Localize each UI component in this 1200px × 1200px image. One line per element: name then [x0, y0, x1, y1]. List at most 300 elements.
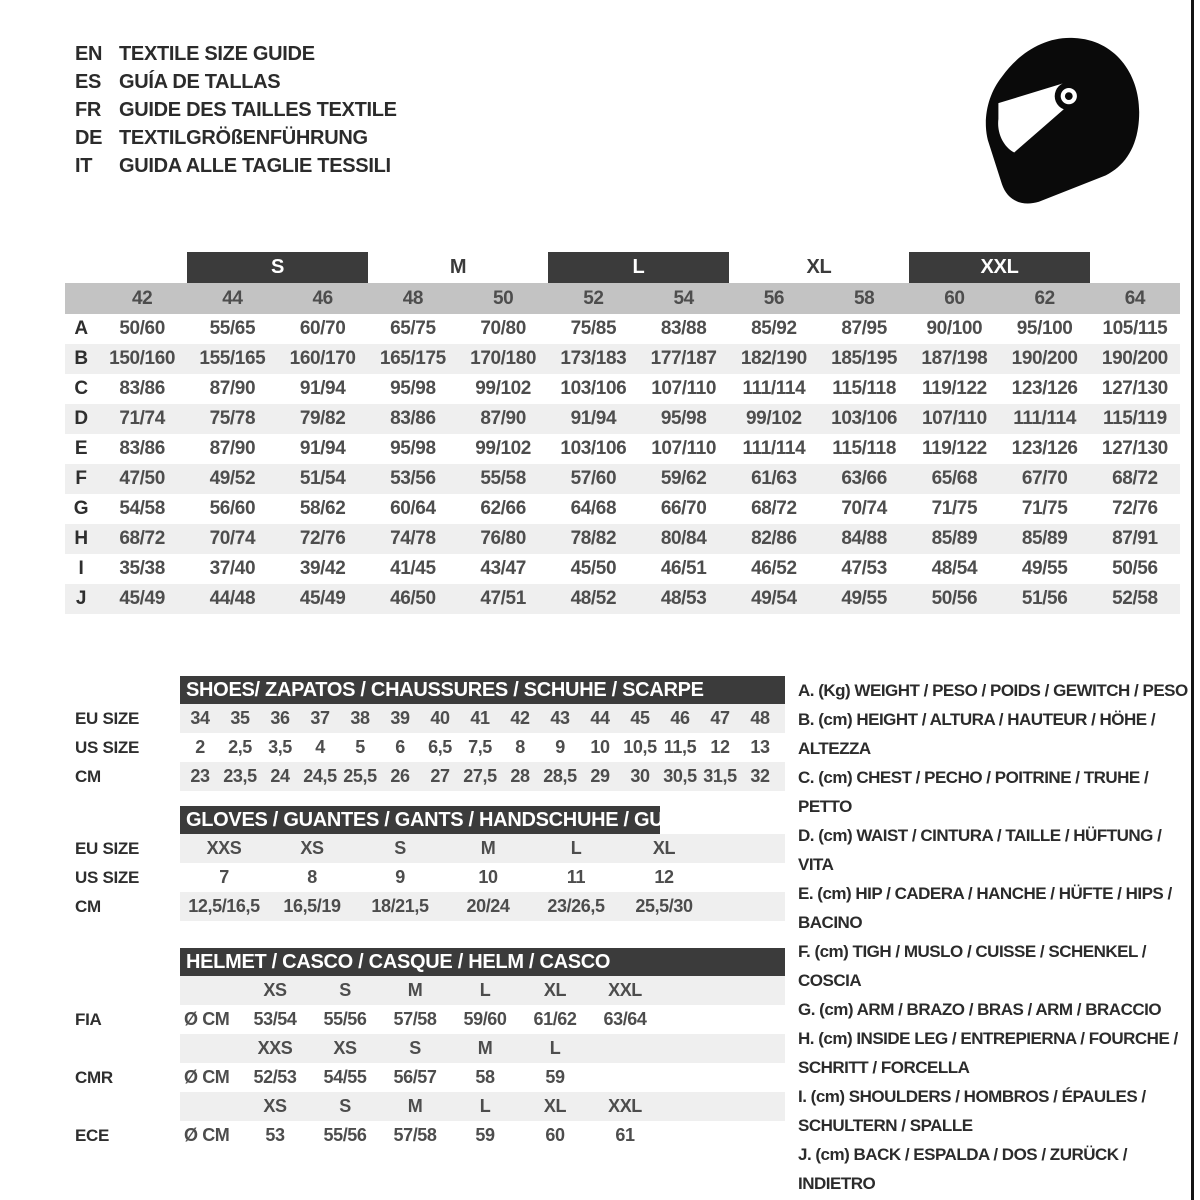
row-values: [180, 976, 660, 1005]
helmet-size: S: [339, 1096, 351, 1116]
size-value: 173/183: [560, 348, 627, 369]
helmet-size: L: [479, 1096, 491, 1116]
size-value: 119/122: [921, 438, 987, 459]
size-value: 72/76: [299, 528, 346, 549]
language-row: [75, 68, 397, 96]
row-values: [180, 1121, 660, 1150]
helmet-diameter: 59: [545, 1067, 565, 1087]
size-value: 12: [654, 867, 674, 887]
size-value: 6,5: [428, 737, 452, 757]
row-values: [180, 892, 708, 921]
helmet-size: [590, 1034, 660, 1063]
size-value: 66/70: [660, 498, 707, 519]
helmet-size: M: [477, 1038, 493, 1058]
legend-entry: G. (cm) ARM / BRAZO / BRAS / ARM / BRACCIO: [798, 1000, 1162, 1019]
size-value: 42: [510, 708, 530, 728]
language-code: IT: [75, 154, 93, 177]
size-value: 47/50: [119, 468, 165, 489]
size-value: 82/86: [751, 528, 797, 549]
measurement-row: [65, 494, 1180, 524]
size-value: 70/80: [480, 318, 526, 339]
size-value: 48/52: [570, 588, 617, 609]
numeric-size: 56: [763, 287, 785, 309]
size-value: 68/72: [119, 528, 165, 549]
size-value: 53/56: [390, 468, 436, 489]
size-value: 107/110: [651, 378, 717, 399]
size-value: 57/60: [570, 468, 617, 489]
shoes-row: [180, 704, 785, 733]
size-value: 71/74: [119, 408, 165, 429]
size-value: 51/54: [299, 468, 346, 489]
size-value: 30: [630, 766, 650, 786]
measurement-row: [65, 344, 1180, 374]
size-value: 99/102: [746, 408, 802, 429]
size-value: 87/90: [480, 408, 526, 429]
size-value: 25,5: [343, 766, 377, 786]
row-values: [180, 762, 780, 791]
size-value: 8: [307, 867, 317, 887]
size-value: 45/50: [570, 558, 617, 579]
helmet-size-header-row: [180, 1034, 785, 1063]
size-value: 24: [270, 766, 290, 786]
size-value: 70/74: [209, 528, 256, 549]
size-value: 123/126: [1011, 438, 1078, 459]
size-value: 90/100: [926, 318, 983, 339]
legend-entry: I. (cm) SHOULDERS / HOMBROS / ÉPAULES / SCHULTERN / SPALLE: [798, 1087, 1146, 1135]
size-value: 50/60: [119, 318, 165, 339]
size-value: 87/95: [841, 318, 887, 339]
size-value: 111/114: [742, 378, 806, 399]
size-value: 111/114: [1013, 408, 1076, 429]
size-value: 49/55: [1021, 558, 1068, 579]
helmet-size: M: [407, 980, 423, 1000]
size-value: 99/102: [475, 438, 531, 459]
size-value: 46/52: [751, 558, 797, 579]
helmet-diameter: 55/56: [323, 1009, 367, 1029]
size-value: 49/54: [751, 588, 797, 609]
size-value: L: [570, 838, 582, 858]
size-value: 47/53: [841, 558, 887, 579]
guide-title: TEXTILE SIZE GUIDE: [119, 42, 315, 65]
helmet-fia-label: FIA: [75, 1009, 102, 1029]
size-value: 39: [390, 708, 410, 728]
size-value: 23,5: [223, 766, 257, 786]
size-value: 20/24: [466, 896, 510, 916]
size-value: 70/74: [841, 498, 887, 519]
size-value: 62/66: [480, 498, 526, 519]
size-value: 39/42: [299, 558, 346, 579]
size-value: 187/198: [921, 348, 988, 369]
size-value: 83/88: [660, 318, 707, 339]
size-value: 7,5: [468, 737, 492, 757]
shoes-row: [180, 733, 785, 762]
size-value: 6: [395, 737, 405, 757]
measurement-row: [65, 584, 1180, 614]
size-value: 127/130: [1101, 378, 1168, 399]
unit-spacer: [180, 1092, 240, 1121]
size-value: 3,5: [268, 737, 292, 757]
row-letter: H: [74, 528, 88, 549]
size-value: 54/58: [119, 498, 165, 519]
language-code: EN: [75, 42, 103, 65]
size-value: 13: [750, 737, 770, 757]
measurement-legend: [798, 676, 1200, 1198]
gloves-cm-label: CM: [75, 896, 101, 916]
numeric-size: 64: [1124, 287, 1146, 309]
numeric-size: 46: [312, 287, 333, 309]
size-value: 155/165: [199, 348, 266, 369]
size-value: M: [480, 838, 496, 858]
size-value: 160/170: [289, 348, 356, 369]
size-value: 68/72: [1112, 468, 1158, 489]
helmet-size: L: [549, 1038, 561, 1058]
size-value: 115/119: [1102, 408, 1167, 429]
size-value: 24,5: [303, 766, 337, 786]
size-value: 30,5: [663, 766, 697, 786]
size-value: 58/62: [299, 498, 346, 519]
size-value: 27,5: [463, 766, 497, 786]
size-value: 103/106: [831, 408, 898, 429]
helmet-size-header-row: [180, 1092, 785, 1121]
helmet-size: XXL: [608, 1096, 642, 1116]
size-value: 79/82: [299, 408, 346, 429]
measurement-row: [65, 314, 1180, 344]
size-value: 47/51: [480, 588, 526, 609]
measurement-row: [65, 524, 1180, 554]
legend-entry: H. (cm) INSIDE LEG / ENTREPIERNA / FOURCHE / SCHRITT / FORCELLA: [798, 1029, 1178, 1077]
size-value: 64/68: [570, 498, 617, 519]
size-value: 36: [270, 708, 290, 728]
helmet-diameter: 63/64: [603, 1009, 647, 1029]
size-group-m: M: [449, 256, 467, 278]
numeric-size: 42: [131, 287, 153, 309]
size-value: 80/84: [660, 528, 707, 549]
size-value: 107/110: [921, 408, 987, 429]
shoes-size-table: [180, 704, 785, 791]
size-value: 71/75: [931, 498, 978, 519]
row-values: [180, 863, 708, 892]
helmet-size-table: [180, 976, 785, 1150]
size-value: 84/88: [841, 528, 887, 549]
helmet-diameter: 61: [615, 1125, 635, 1145]
helmet-diameter: 59: [475, 1125, 495, 1145]
size-value: 74/78: [390, 528, 436, 549]
size-value: 41/45: [390, 558, 436, 579]
size-value: 190/200: [1011, 348, 1078, 369]
helmet-size: S: [409, 1038, 421, 1058]
helmet-value-row: [180, 1121, 785, 1150]
helmet-diameter: 57/58: [393, 1009, 437, 1029]
size-value: 7: [219, 867, 229, 887]
size-value: 40: [430, 708, 450, 728]
size-value: 67/70: [1021, 468, 1068, 489]
size-value: 63/66: [841, 468, 887, 489]
numeric-size: 48: [402, 287, 424, 309]
guide-title: TEXTILGRÖßENFÜHRUNG: [119, 126, 368, 149]
helmet-size: XL: [543, 1096, 567, 1116]
size-value: 10,5: [623, 737, 657, 757]
size-value: 26: [390, 766, 410, 786]
row-values: [180, 834, 708, 863]
size-value: 45/49: [299, 588, 346, 609]
legend-entry: D. (cm) WAIST / CINTURA / TAILLE / HÜFTUNG / VITA: [798, 826, 1162, 874]
size-value: 52/58: [1112, 588, 1158, 609]
helmet-size: XL: [543, 980, 567, 1000]
helmet-diameter: 56/57: [393, 1067, 437, 1087]
size-value: 48: [750, 708, 770, 728]
size-value: 95/98: [390, 378, 436, 399]
size-value: 43: [550, 708, 570, 728]
size-value: 150/160: [109, 348, 176, 369]
row-letter: J: [75, 588, 87, 609]
size-value: 111/114: [742, 438, 806, 459]
size-value: 32: [750, 766, 770, 786]
guide-title: GUÍA DE TALLAS: [119, 70, 281, 93]
size-value: 35: [230, 708, 250, 728]
legend-entry: B. (cm) HEIGHT / ALTURA / HAUTEUR / HÖHE / ALTEZZA: [798, 710, 1156, 758]
numeric-size: 44: [222, 287, 243, 309]
shoes-eu-size-label: EU SIZE: [75, 708, 140, 728]
size-value: 91/94: [299, 438, 346, 459]
size-value: S: [394, 838, 406, 858]
size-value: 87/90: [209, 378, 256, 399]
size-value: 4: [315, 737, 325, 757]
row-values: [180, 1063, 660, 1092]
numeric-size-row: [65, 283, 1180, 314]
helmet-diameter: 57/58: [393, 1125, 437, 1145]
row-letter: G: [73, 498, 89, 519]
helmet-size: M: [407, 1096, 423, 1116]
helmet-diameter: 53/54: [253, 1009, 297, 1029]
size-value: 76/80: [480, 528, 526, 549]
legend-entry: E. (cm) HIP / CADERA / HANCHE / HÜFTE / HIPS / BACINO: [798, 884, 1172, 932]
helmet-title-bar: HELMET / CASCO / CASQUE / HELM / CASCO: [180, 948, 785, 976]
size-value: 65/75: [390, 318, 436, 339]
size-value: 28: [510, 766, 530, 786]
measurement-row: [65, 374, 1180, 404]
gloves-eu-size-label: EU SIZE: [75, 838, 140, 858]
helmet-diameter: 58: [475, 1067, 495, 1087]
size-value: XXS: [206, 838, 242, 858]
gloves-title-bar: GLOVES / GUANTES / GANTS / HANDSCHUHE / GUANTI: [180, 806, 660, 834]
language-row: [75, 40, 397, 68]
language-row: [75, 152, 397, 180]
size-value: 60/70: [299, 318, 346, 339]
size-value: 23: [190, 766, 210, 786]
size-value: 23/26,5: [547, 896, 605, 916]
size-value: 46: [670, 708, 690, 728]
size-value: 71/75: [1021, 498, 1068, 519]
size-value: 28,5: [543, 766, 577, 786]
measurement-row: [65, 554, 1180, 584]
legend-entry: J. (cm) BACK / ESPALDA / DOS / ZURÜCK / INDIETRO: [798, 1145, 1128, 1193]
size-value: 56/60: [209, 498, 256, 519]
size-value: 46/50: [390, 588, 436, 609]
row-letter: B: [74, 348, 88, 369]
size-value: 47: [710, 708, 730, 728]
size-value: 45/49: [119, 588, 165, 609]
language-code: ES: [75, 70, 102, 93]
helmet-value-row: [180, 1063, 785, 1092]
helmet-diameter: [590, 1063, 660, 1092]
legend-entry: C. (cm) CHEST / PECHO / POITRINE / TRUHE / PETTO: [798, 768, 1149, 816]
size-value: 95/100: [1016, 318, 1073, 339]
size-value: 91/94: [570, 408, 617, 429]
helmet-value-row: [180, 1005, 785, 1034]
size-value: 11: [566, 867, 586, 887]
size-value: 85/92: [751, 318, 797, 339]
racing-helmet-icon: [972, 28, 1148, 210]
helmet-cmr-label: CMR: [75, 1067, 113, 1087]
gloves-us-size-label: US SIZE: [75, 867, 140, 887]
size-value: 115/118: [832, 438, 897, 459]
size-value: 190/200: [1101, 348, 1168, 369]
row-values: [180, 1092, 660, 1121]
size-group-l: L: [548, 252, 729, 283]
row-values: [180, 1005, 660, 1034]
size-value: 103/106: [560, 378, 627, 399]
size-value: XS: [300, 838, 324, 858]
helmet-size-header-row: [180, 976, 785, 1005]
size-value: 95/98: [390, 438, 436, 459]
size-value: 105/115: [1102, 318, 1168, 339]
size-value: 31,5: [703, 766, 737, 786]
helmet-diameter: 54/55: [323, 1067, 367, 1087]
size-value: 72/76: [1112, 498, 1158, 519]
size-value: 123/126: [1011, 378, 1078, 399]
measurement-row: [65, 404, 1180, 434]
size-value: 45: [630, 708, 650, 728]
helmet-size: XXL: [608, 980, 642, 1000]
size-value: 78/82: [570, 528, 617, 549]
row-letter: D: [74, 408, 88, 429]
shoes-title-bar: SHOES/ ZAPATOS / CHAUSSURES / SCHUHE / SCARPE: [180, 676, 785, 704]
size-value: 99/102: [475, 378, 531, 399]
diameter-unit: Ø CM: [184, 1125, 230, 1145]
apparel-size-table: [65, 252, 1180, 614]
size-value: 85/89: [931, 528, 978, 549]
gloves-row: [180, 863, 785, 892]
size-value: 37: [310, 708, 330, 728]
size-value: 37/40: [209, 558, 256, 579]
gloves-row: [180, 892, 785, 921]
size-value: 38: [350, 708, 370, 728]
size-value: 85/89: [1021, 528, 1068, 549]
size-value: 55/58: [480, 468, 526, 489]
shoes-us-size-label: US SIZE: [75, 737, 140, 757]
row-letter: C: [74, 378, 88, 399]
row-letter: I: [78, 558, 84, 579]
size-value: 103/106: [560, 438, 627, 459]
size-value: 115/118: [832, 378, 897, 399]
row-label-spacer: [65, 283, 97, 314]
numeric-size: 62: [1034, 287, 1055, 309]
size-value: 18/21,5: [371, 896, 429, 916]
size-value: 68/72: [751, 498, 797, 519]
size-value: 16,5/19: [283, 896, 341, 916]
size-group-xxl: XXL: [909, 252, 1090, 283]
size-value: 61/63: [751, 468, 797, 489]
row-values: [180, 704, 780, 733]
unit-spacer: [180, 976, 240, 1005]
numeric-size: 52: [583, 287, 604, 309]
helmet-size: L: [479, 980, 491, 1000]
size-value: 60/64: [390, 498, 436, 519]
size-value: 10: [590, 737, 610, 757]
size-value: 2: [195, 737, 205, 757]
size-value: 50/56: [931, 588, 978, 609]
helmet-size: XS: [333, 1038, 357, 1058]
size-value: 12,5/16,5: [188, 896, 260, 916]
row-values: [180, 1034, 660, 1063]
size-value: 170/180: [470, 348, 537, 369]
size-value: 59/62: [660, 468, 707, 489]
size-value: 48/53: [660, 588, 707, 609]
row-letter: E: [74, 438, 88, 459]
size-value: 83/86: [119, 438, 165, 459]
size-value: 95/98: [660, 408, 707, 429]
size-value: 44/48: [209, 588, 256, 609]
helmet-size: S: [339, 980, 351, 1000]
size-group-xl: XL: [806, 256, 832, 278]
size-value: 55/65: [209, 318, 256, 339]
row-letter: F: [75, 468, 87, 489]
size-value: 34: [190, 708, 210, 728]
size-value: 83/86: [390, 408, 436, 429]
numeric-size: 60: [944, 287, 965, 309]
size-value: 35/38: [119, 558, 165, 579]
size-value: 83/86: [119, 378, 165, 399]
helmet-size: XS: [263, 1096, 287, 1116]
helmet-diameter: 52/53: [253, 1067, 297, 1087]
helmet-diameter: 55/56: [323, 1125, 367, 1145]
measurement-row: [65, 464, 1180, 494]
size-value: 25,5/30: [635, 896, 693, 916]
size-value: 9: [555, 737, 565, 757]
guide-title: GUIDA ALLE TAGLIE TESSILI: [119, 154, 391, 177]
size-value: 8: [515, 737, 525, 757]
size-value: 87/90: [209, 438, 256, 459]
size-value: 9: [395, 867, 405, 887]
helmet-diameter: 61/62: [533, 1009, 577, 1029]
size-value: 2,5: [228, 737, 252, 757]
size-value: 5: [355, 737, 365, 757]
legend-entry: A. (Kg) WEIGHT / PESO / POIDS / GEWITCH / PESO: [798, 681, 1188, 700]
size-group-header-row: [65, 252, 1180, 283]
apparel-measurement-rows: [65, 314, 1180, 614]
language-code: FR: [75, 98, 102, 121]
language-code: DE: [75, 126, 103, 149]
size-value: 75/78: [209, 408, 256, 429]
size-value: 119/122: [921, 378, 987, 399]
numeric-size: 54: [673, 287, 694, 309]
size-value: 27: [430, 766, 450, 786]
size-value: 91/94: [299, 378, 346, 399]
size-value: 10: [478, 867, 498, 887]
size-value: 49/55: [841, 588, 887, 609]
size-value: 49/52: [209, 468, 256, 489]
unit-spacer: [180, 1034, 240, 1063]
size-value: 50/56: [1112, 558, 1158, 579]
size-value: 165/175: [379, 348, 446, 369]
size-value: 107/110: [651, 438, 717, 459]
size-value: XL: [652, 838, 676, 858]
diameter-unit: Ø CM: [184, 1009, 230, 1029]
size-value: 127/130: [1101, 438, 1168, 459]
helmet-diameter: 53: [265, 1125, 285, 1145]
language-row: [75, 96, 397, 124]
size-value: 65/68: [931, 468, 978, 489]
